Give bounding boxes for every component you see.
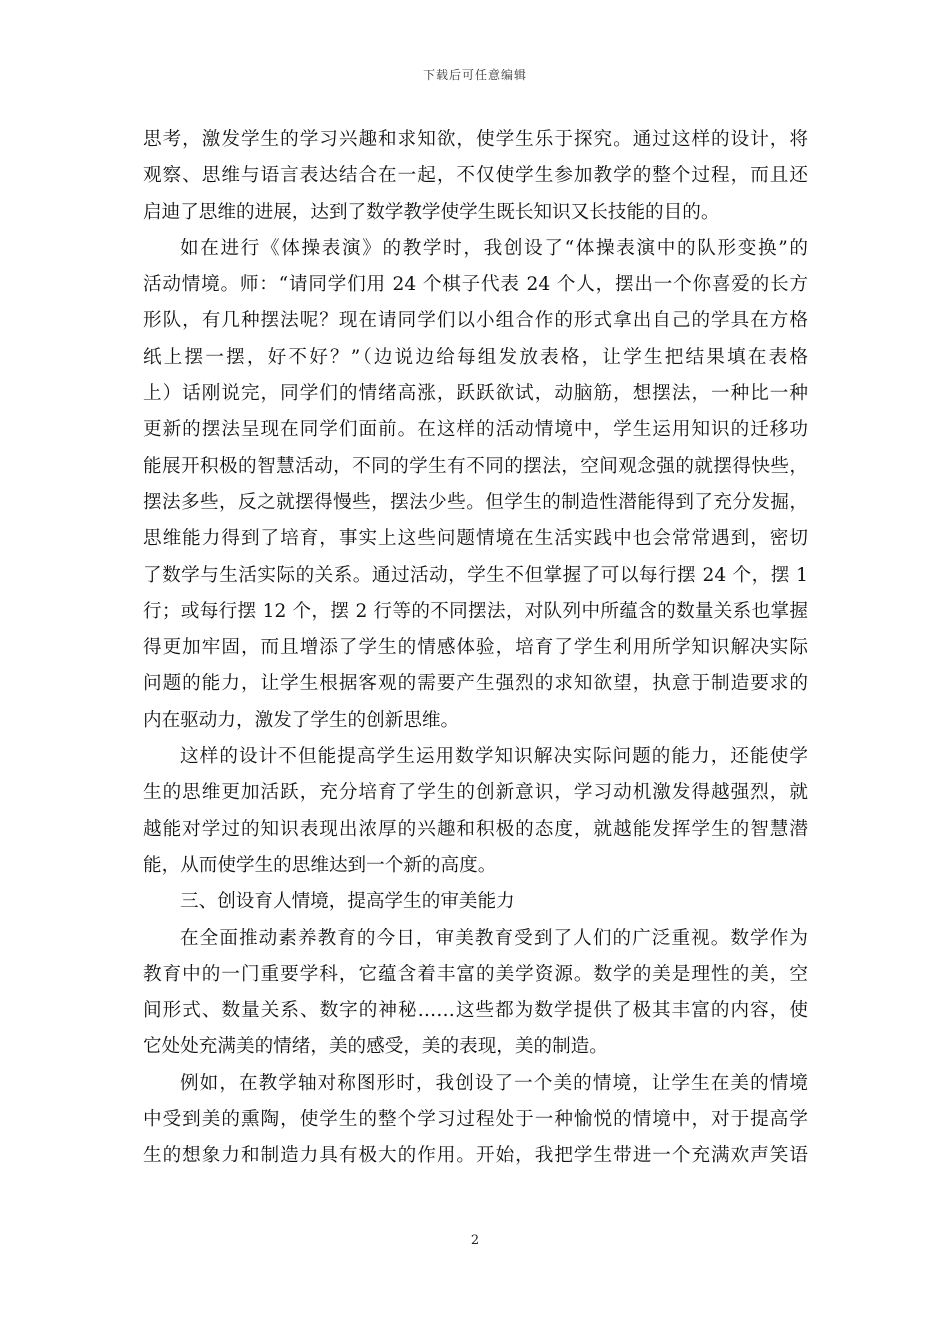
text-line: 了数学与生活实际的关系。通过活动，学生不但掌握了可以每行摆 24 个，摆 1 [143,564,808,586]
text-line: 它处处充满美的情绪，美的感受，美的表现，美的制造。 [143,1036,608,1058]
text-line: 行；或每行摆 12 个，摆 2 行等的不同摆法，对队列中所蕴含的数量关系也掌握 [143,600,808,622]
text-line: 能展开积极的智慧活动，不同的学生有不同的摆法，空间观念强的就摆得快些， [143,455,808,477]
page-number: 2 [470,1233,480,1248]
text-line: 生的思维更加活跃，充分培育了学生的创新意识，学习动机激发得越强烈，就 [143,782,808,804]
text-line: 中受到美的熏陶，使学生的整个学习过程处于一种愉悦的情境中，对于提高学 [143,1109,808,1131]
paragraph-first-line: 例如，在教学轴对称图形时，我创设了一个美的情境，让学生在美的情境 [180,1072,808,1094]
text-line: 越能对学过的知识表现出浓厚的兴趣和积极的态度，就越能发挥学生的智慧潜 [143,818,808,840]
text-line: 纸上摆一摆，好不好？”（边说边给每组发放表格，让学生把结果填在表格 [143,346,808,368]
text-line: 能，从而使学生的思维达到一个新的高度。 [143,854,497,876]
text-line: 上）话刚说完，同学们的情绪高涨，跃跃欲试，动脑筋，想摆法，一种比一种 [143,383,808,405]
text-line: 得更加牢固，而且增添了学生的情感体验，培育了学生利用所学知识解决实际 [143,637,808,659]
text-line: 更新的摆法呈现在同学们面前。在这样的活动情境中，学生运用知识的迁移功 [143,419,808,441]
text-line: 生的想象力和制造力具有极大的作用。开始，我把学生带进一个充满欢声笑语 [143,1145,808,1167]
text-line: 问题的能力，让学生根据客观的需要产生强烈的求知欲望，执意于制造要求的 [143,673,808,695]
document-body [143,122,808,1175]
section-heading: 三、创设育人情境，提高学生的审美能力 [180,891,515,913]
text-line: 思考，激发学生的学习兴趣和求知欲，使学生乐于探究。通过这样的设计，将 [143,129,808,150]
text-line: 间形式、数量关系、数字的神秘……这些都为数学提供了极其丰富的内容，使 [143,1000,808,1022]
text-line: 观察、思维与语言表达结合在一起，不仅使学生参加教学的整个过程，而且还 [143,165,808,187]
text-line: 教育中的一门重要学科，它蕴含着丰富的美学资源。数学的美是理性的美，空 [143,963,808,985]
paragraph-first-line: 如在进行《体操表演》的教学时，我创设了“体操表演中的队形变换”的 [180,237,808,259]
page-header: 下载后可任意编辑 [422,68,527,82]
text-line: 形队，有几种摆法呢？现在请同学们以小组合作的形式拿出自己的学具在方格 [143,310,808,332]
paragraph-first-line: 这样的设计不但能提高学生运用数学知识解决实际问题的能力，还能使学 [180,746,808,768]
text-line: 内在驱动力，激发了学生的创新思维。 [143,709,460,731]
text-line: 摆法多些，反之就摆得慢些，摆法少些。但学生的制造性潜能得到了充分发掘， [143,491,808,513]
text-line: 活动情境。师：“请同学们用 24 个棋子代表 24 个人，摆出一个你喜爱的长方 [143,274,808,296]
paragraph-first-line: 在全面推动素养教育的今日，审美教育受到了人们的广泛重视。数学作为 [180,927,808,949]
text-line: 思维能力得到了培育，事实上这些问题情境在生活实践中也会常常遇到，密切 [143,528,808,550]
text-line: 启迪了思维的进展，达到了数学教学使学生既长知识又长技能的目的。 [143,201,720,223]
